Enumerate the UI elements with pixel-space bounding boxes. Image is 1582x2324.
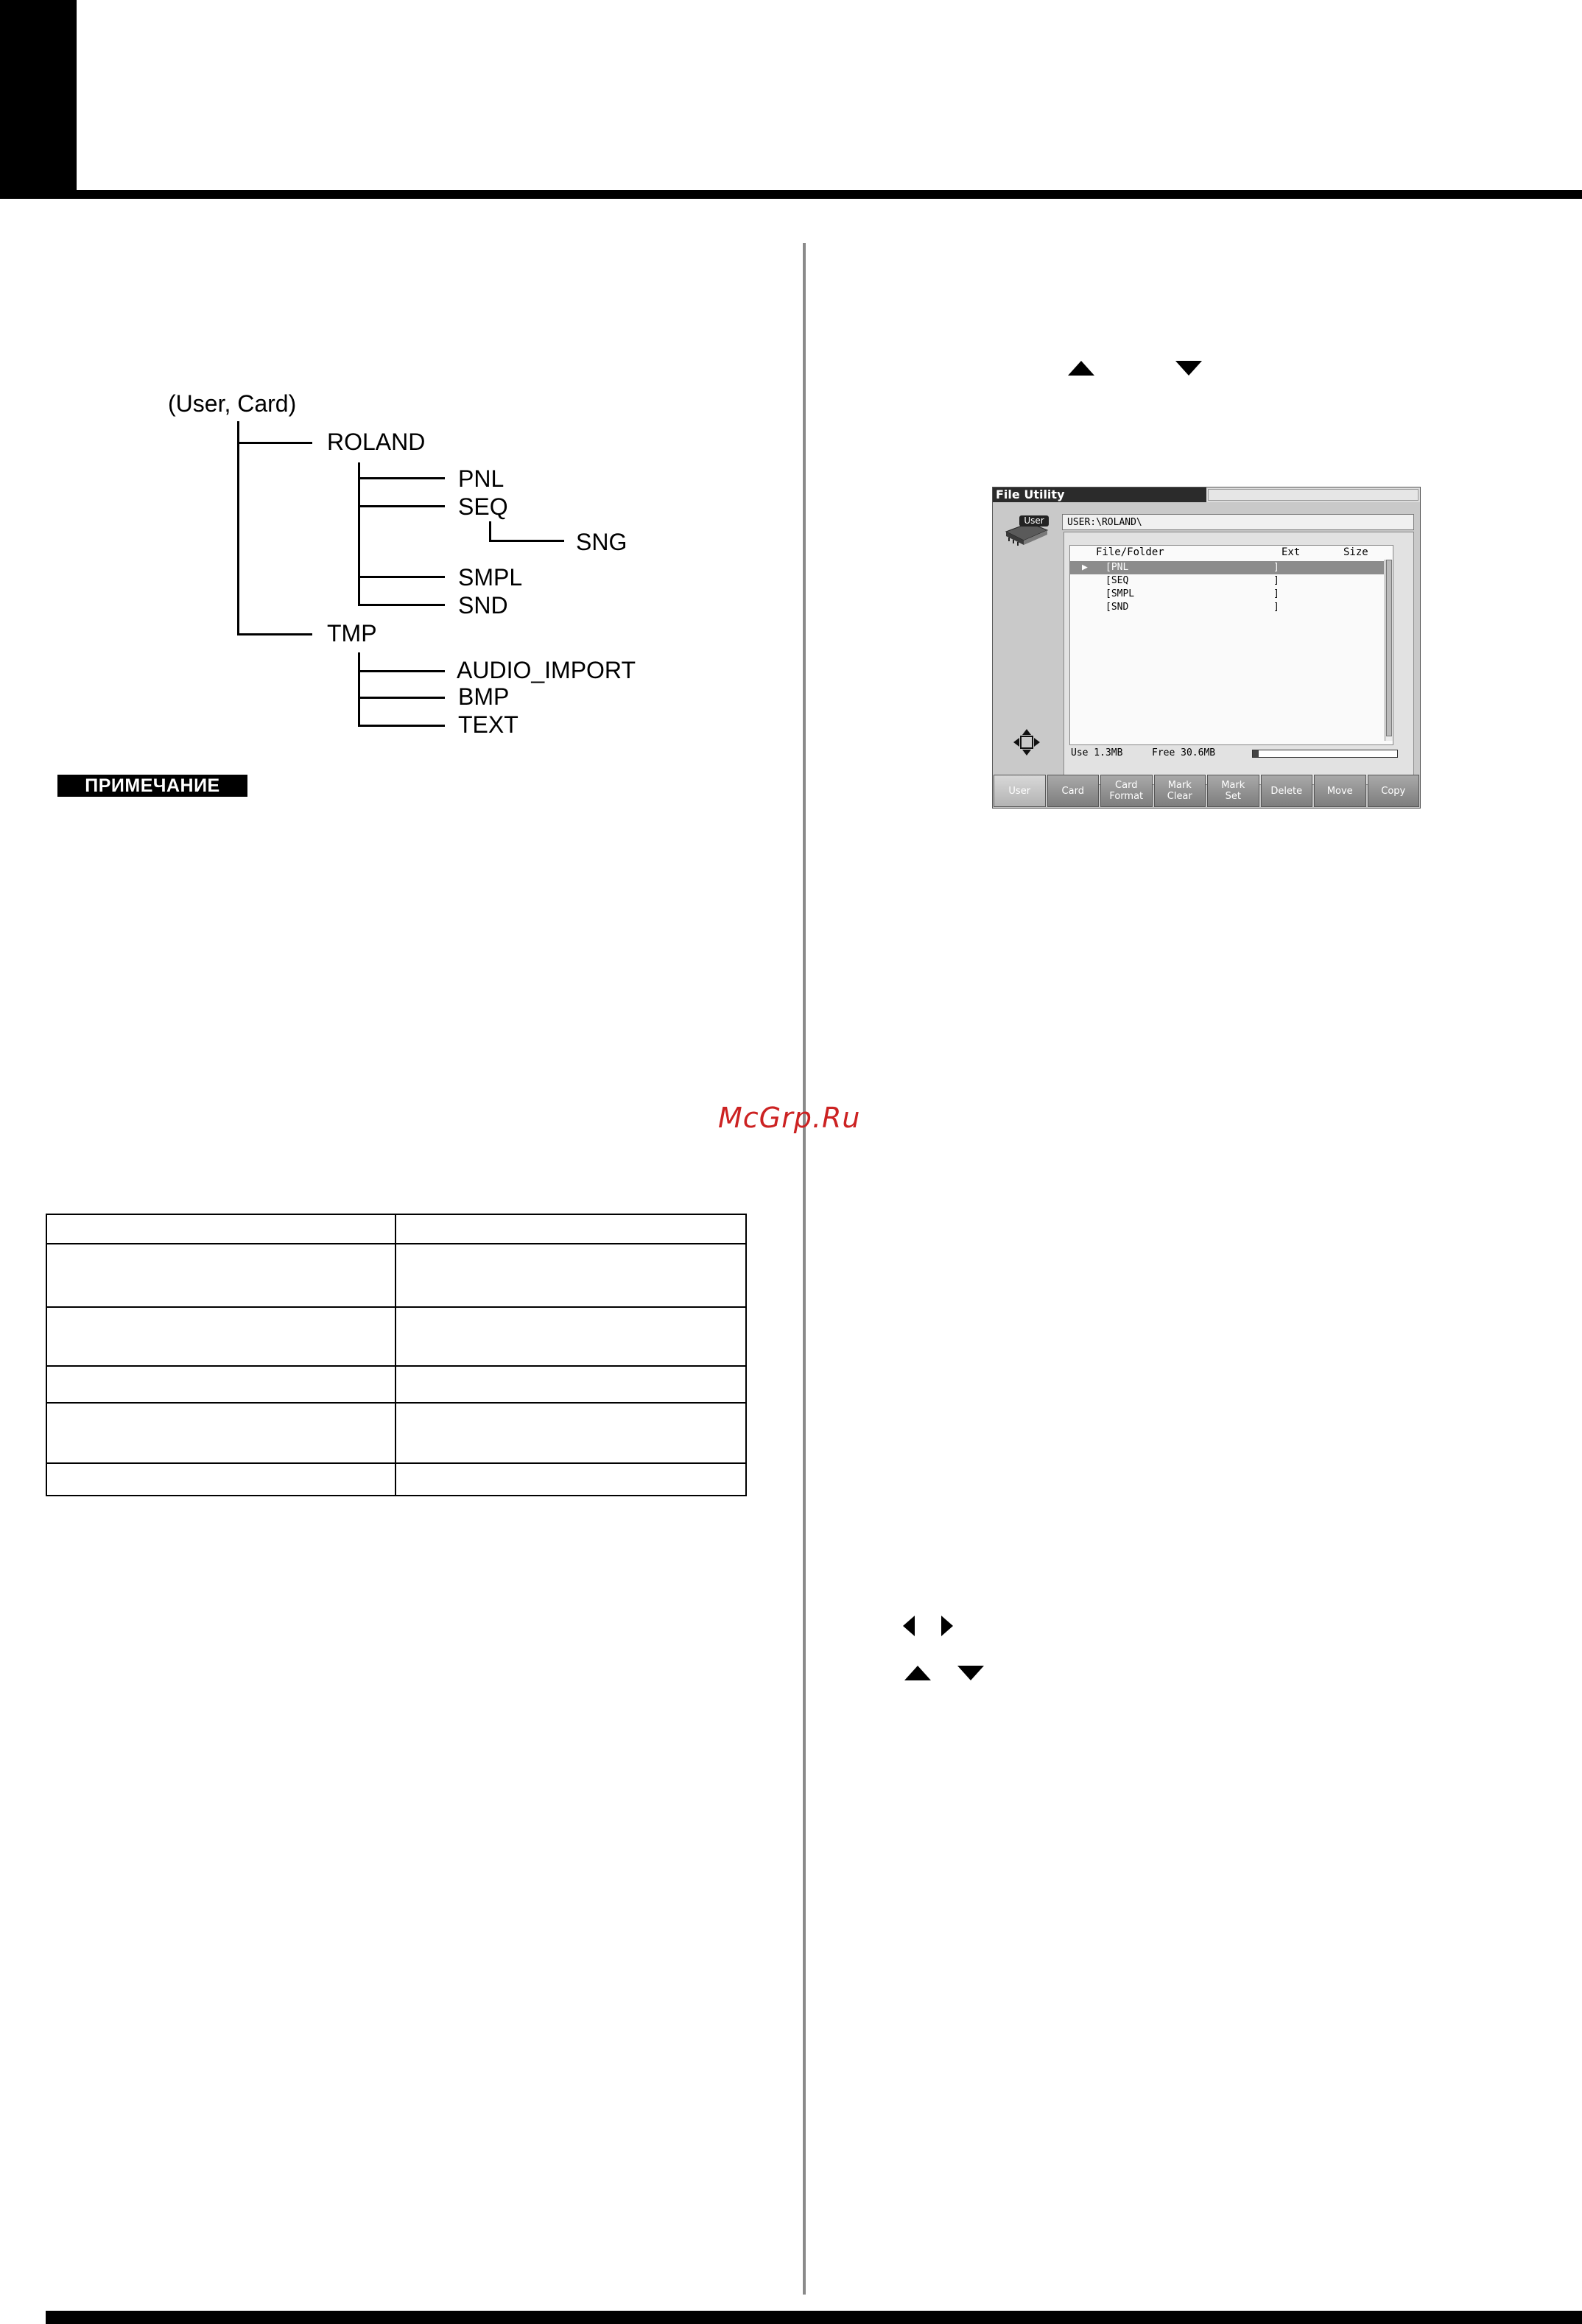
list-item-name: [SND <box>1105 602 1129 613</box>
card-button[interactable]: Card <box>1047 775 1100 807</box>
list-scrollbar[interactable] <box>1385 560 1393 741</box>
tree-node-pnl: PNL <box>458 465 505 492</box>
list-item[interactable] <box>1070 561 1384 574</box>
delete-button[interactable]: Delete <box>1261 775 1313 807</box>
tree-node-snd: SND <box>458 592 508 619</box>
note-badge: ПРИМЕЧАНИЕ <box>57 775 247 797</box>
storage-used: Use 1.3MB <box>1071 747 1123 758</box>
table-rule <box>46 1495 747 1496</box>
device-tag: User <box>1019 515 1049 527</box>
tree-node-smpl: SMPL <box>458 564 523 591</box>
list-item-name: [PNL <box>1105 562 1129 573</box>
tree-line <box>237 633 312 635</box>
column-header-ext: Ext <box>1282 546 1301 558</box>
column-divider <box>803 243 806 2295</box>
path-display: USER:\ROLAND\ <box>1062 514 1414 530</box>
storage-usage-bar <box>1252 750 1398 758</box>
footer-rule <box>46 2311 1582 2324</box>
cursor-up-icon <box>1068 361 1094 376</box>
tree-node-sng: SNG <box>576 529 627 555</box>
tree-line <box>358 670 445 672</box>
tree-line <box>358 697 445 699</box>
tree-line <box>489 540 564 542</box>
screen-title-extension <box>1208 489 1418 501</box>
list-item-name: [SEQ <box>1105 575 1129 586</box>
column-header-size: Size <box>1343 546 1368 558</box>
list-item-name: [SMPL <box>1105 588 1135 599</box>
cursor-left-icon <box>903 1616 915 1636</box>
tree-node-tmp: TMP <box>327 620 377 647</box>
scrollbar-thumb[interactable] <box>1386 560 1392 736</box>
tree-node-text: TEXT <box>458 711 518 738</box>
cursor-down-icon <box>1175 361 1202 376</box>
tree-line <box>358 725 445 727</box>
table-rule <box>395 1214 396 1496</box>
tree-line <box>358 462 360 605</box>
mark-clear-button[interactable]: Mark Clear <box>1154 775 1206 807</box>
screen-title: File Utility <box>993 487 1206 502</box>
copy-button[interactable]: Copy <box>1368 775 1420 807</box>
table-rule <box>46 1214 47 1496</box>
cursor-keys-icon <box>1012 728 1041 757</box>
column-header-file: File/Folder <box>1096 546 1164 558</box>
header-rule <box>77 190 1582 199</box>
list-item-ext: ] <box>1273 602 1279 613</box>
list-item-ext: ] <box>1273 588 1279 599</box>
table-rule <box>46 1462 747 1464</box>
user-button[interactable]: User <box>994 775 1046 807</box>
list-item[interactable] <box>1070 601 1384 614</box>
list-item[interactable] <box>1070 574 1384 588</box>
table-rule <box>46 1243 747 1244</box>
tree-line <box>237 421 239 635</box>
tree-node-audio-import: AUDIO_IMPORT <box>457 657 636 683</box>
tree-line <box>489 521 491 542</box>
cursor-up-icon <box>904 1666 931 1680</box>
tree-node-bmp: BMP <box>458 683 510 710</box>
card-format-button[interactable]: Card Format <box>1100 775 1153 807</box>
table-rule <box>46 1402 747 1404</box>
tree-line <box>358 604 445 606</box>
tree-line <box>237 442 312 444</box>
move-button[interactable]: Move <box>1314 775 1366 807</box>
cursor-right-icon <box>941 1616 953 1636</box>
tree-line <box>358 652 360 726</box>
watermark-text: McGrp.Ru <box>718 1102 861 1134</box>
list-item-ext: ] <box>1273 562 1279 573</box>
file-utility-screen <box>992 487 1421 809</box>
tree-line <box>358 576 445 578</box>
corner-block <box>0 0 77 199</box>
list-item-ext: ] <box>1273 575 1279 586</box>
table-rule <box>745 1214 747 1496</box>
screen-titlebar <box>993 487 1420 502</box>
table-rule <box>46 1214 747 1215</box>
storage-free: Free 30.6MB <box>1152 747 1216 758</box>
cursor-marker-icon: ▶ <box>1082 562 1088 573</box>
mark-set-button[interactable]: Mark Set <box>1207 775 1259 807</box>
list-item[interactable] <box>1070 588 1384 601</box>
table-rule <box>46 1306 747 1308</box>
tree-root-label: (User, Card) <box>168 390 297 417</box>
storage-usage-fill <box>1253 750 1259 757</box>
tree-node-seq: SEQ <box>458 493 508 520</box>
table-rule <box>46 1365 747 1367</box>
cursor-down-icon <box>957 1666 984 1680</box>
function-key-row <box>993 775 1420 808</box>
tree-line <box>358 477 445 479</box>
tree-node-roland: ROLAND <box>327 429 426 455</box>
tree-line <box>358 505 445 507</box>
